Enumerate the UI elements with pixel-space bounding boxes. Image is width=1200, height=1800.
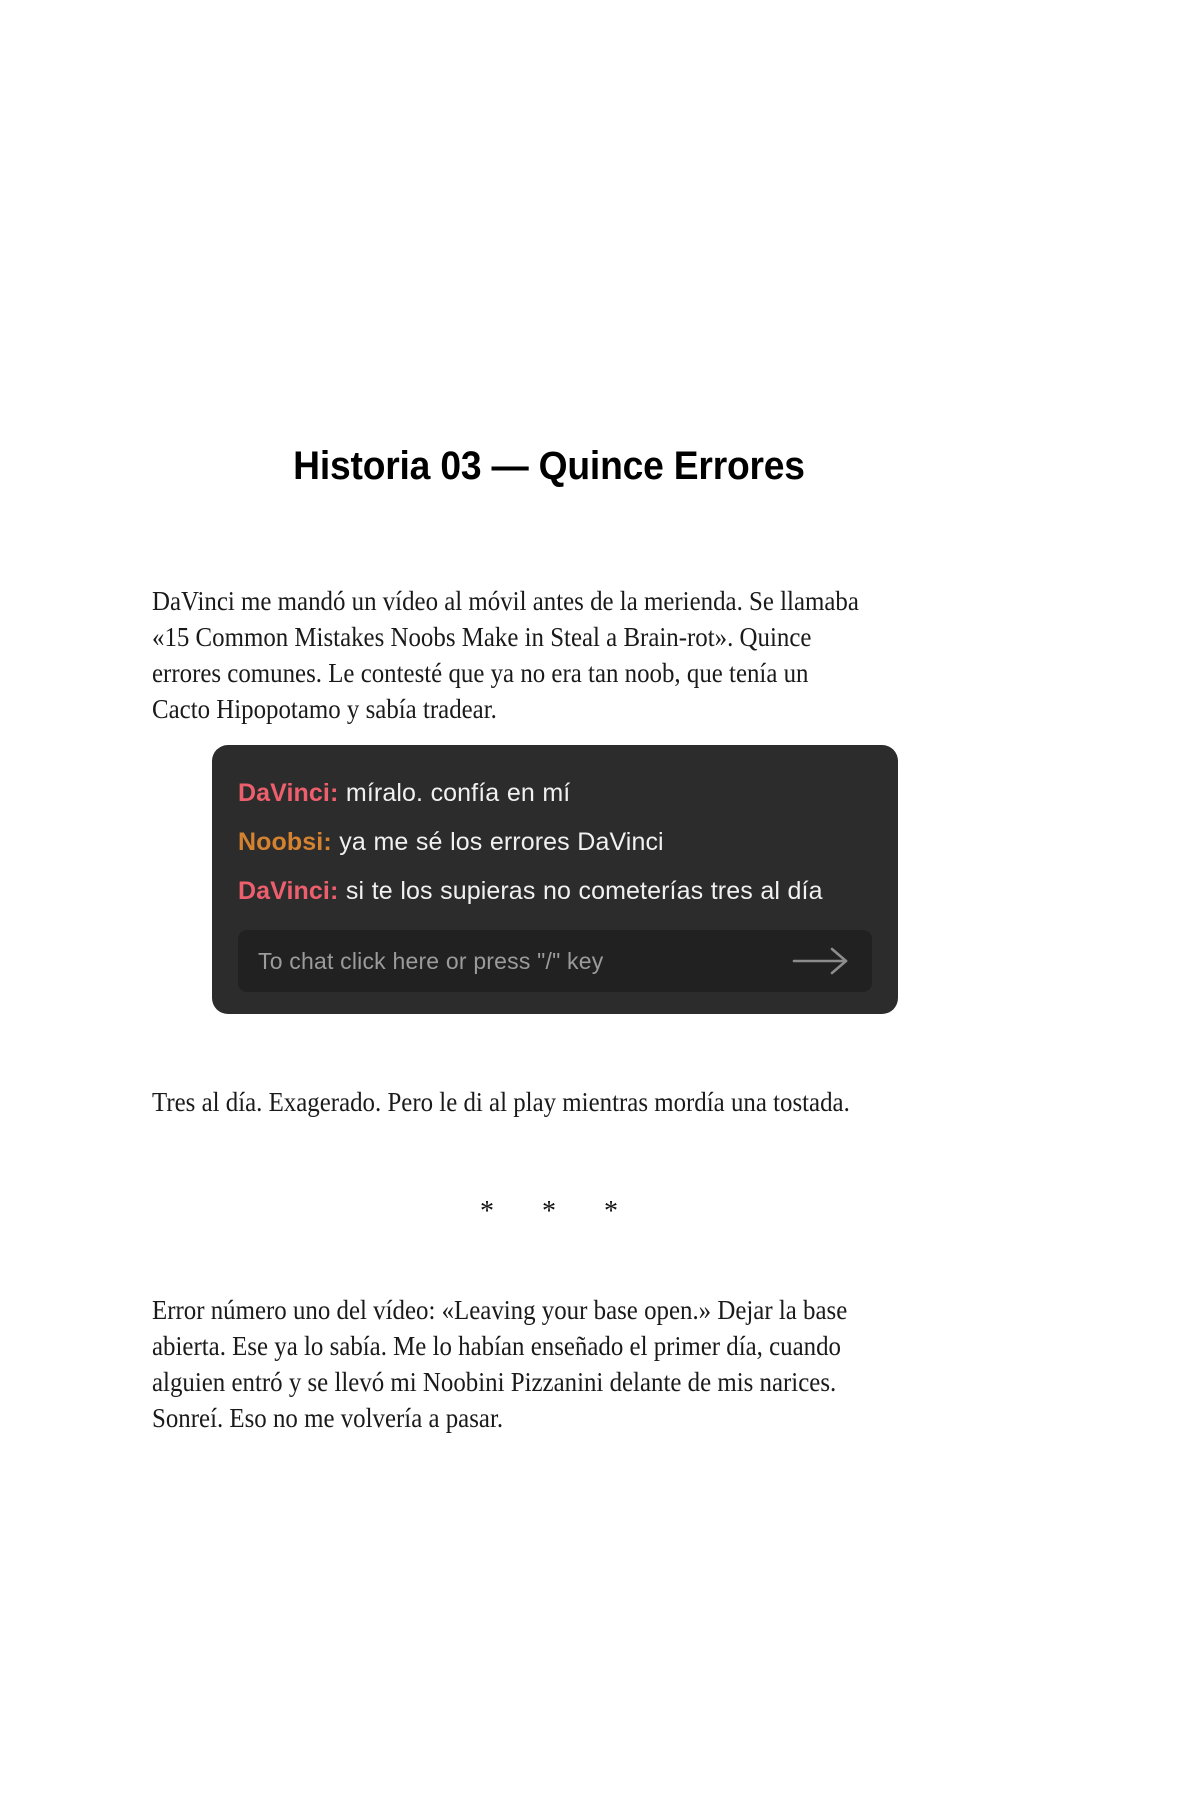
chat-message-text: si te los supieras no cometerías tres al día [338, 877, 823, 905]
chat-speaker-name: DaVinci: [238, 877, 339, 905]
chat-input-placeholder: To chat click here or press "/" key [258, 947, 604, 974]
paragraph-play: Tres al día. Exagerado. Pero le di al play mientras mordía una tostada. [152, 1086, 850, 1117]
page-title: Historia 03 — Quince Errores [293, 444, 805, 488]
chat-message [238, 818, 872, 867]
chat-speaker-name: DaVinci: [238, 779, 339, 807]
chat-message [238, 769, 872, 818]
chat-input-bar[interactable] [238, 930, 872, 992]
chat-speaker-name: Noobsi: [238, 828, 332, 856]
chat-message-text: ya me sé los errores DaVinci [331, 828, 664, 856]
scene-break-mark: * [604, 1196, 618, 1227]
scene-break-mark: * [542, 1196, 556, 1227]
chat-screenshot [212, 745, 898, 1014]
arrow-right-icon[interactable] [792, 946, 850, 976]
chat-message [238, 867, 872, 916]
chat-message-list [238, 769, 872, 916]
paragraph-error: Error número uno del vídeo: «Leaving your base open.» Dejar la base abierta. Ese ya lo sabía. Me lo habían enseñado el primer día, cuando alguien entró y se llevó mi Noobini Pizzanini delante de mis narices. Sonreí. Eso no me volvería a pasar. [152, 1294, 848, 1433]
chat-message-text: míralo. confía en mí [338, 779, 571, 807]
paragraph-intro: DaVinci me mandó un vídeo al móvil antes de la merienda. Se llamaba «15 Common Mistakes Noobs Make in Steal a Brain-rot». Quince errores comunes. Le contesté que ya no era tan noob, que tenía un Cacto Hipopotamo y sabía tradear. [152, 585, 859, 724]
scene-break-separator [152, 1198, 946, 1226]
scene-break-mark: * [480, 1196, 494, 1227]
